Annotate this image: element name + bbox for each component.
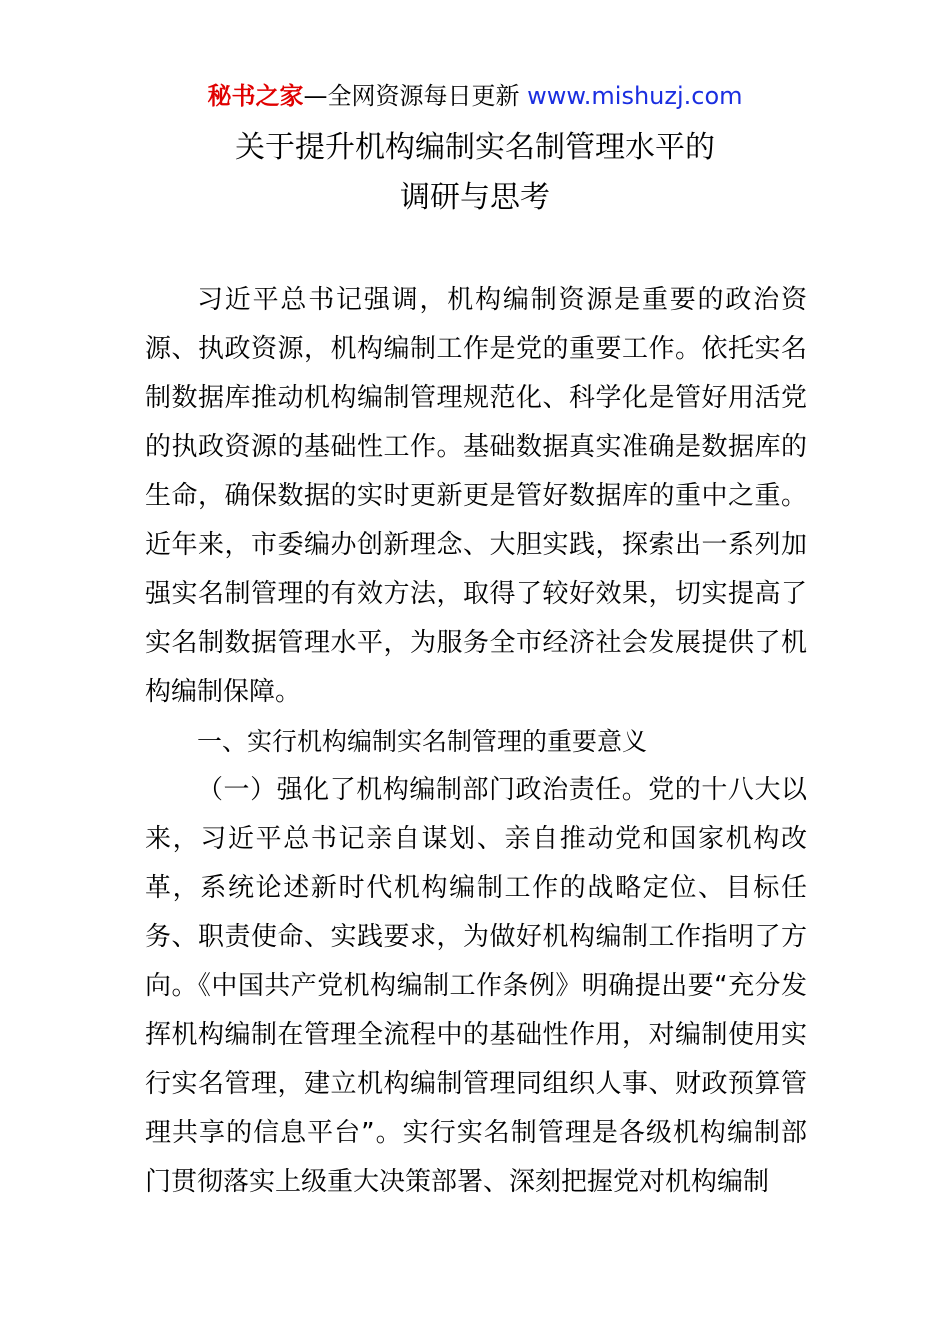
document-title-line-1: 关于提升机构编制实名制管理水平的 [235,130,715,165]
intro-paragraph: 习近平总书记强调，机构编制资源是重要的政治资源、执政资源，机构编制工作是党的重要工作。依托实名制数据库推动机构编制管理规范化、科学化是管好用活党的执政资源的基础性工作。基础数据真实准确是数据库的生命，确保数据的实时更新更是管好数据库的重中之重。近年来，市委编办创新理念、大胆实践，探索出一系列加强实名制管理的有效方法，取得了较好效果，切实提高了实名制数据管理水平，为服务全市经济社会发展提供了机构编制保障。 [145,285,807,707]
subsection-paragraph-1: （一）强化了机构编制部门政治责任。党的十八大以来，习近平总书记亲自谋划、亲自推动党和国家机构改革，系统论述新时代机构编制工作的战略定位、目标任务、职责使命、实践要求，为做好机构编制工作指明了方向。《中国共产党机构编制工作条例》明确提出要“充分发挥机构编制在管理全流程中的基础性作用，对编制使用实行实名管理，建立机构编制管理同组织人事、财政预算管理共享的信息平台”。实行实名制管理是各级机构编制部门贯彻落实上级重大决策部署、深刻把握党对机构编制 [145,775,807,1197]
site-brand: 秘书之家 [207,82,304,110]
document-body [145,276,807,1207]
section-heading-1: 一、实行机构编制实名制管理的重要意义 [197,727,648,756]
site-header [0,78,950,114]
document-title-line-2: 调研与思考 [400,180,550,215]
site-url-link[interactable]: www.mishuzj.com [527,82,743,110]
site-tagline: —全网资源每日更新 [303,82,528,110]
